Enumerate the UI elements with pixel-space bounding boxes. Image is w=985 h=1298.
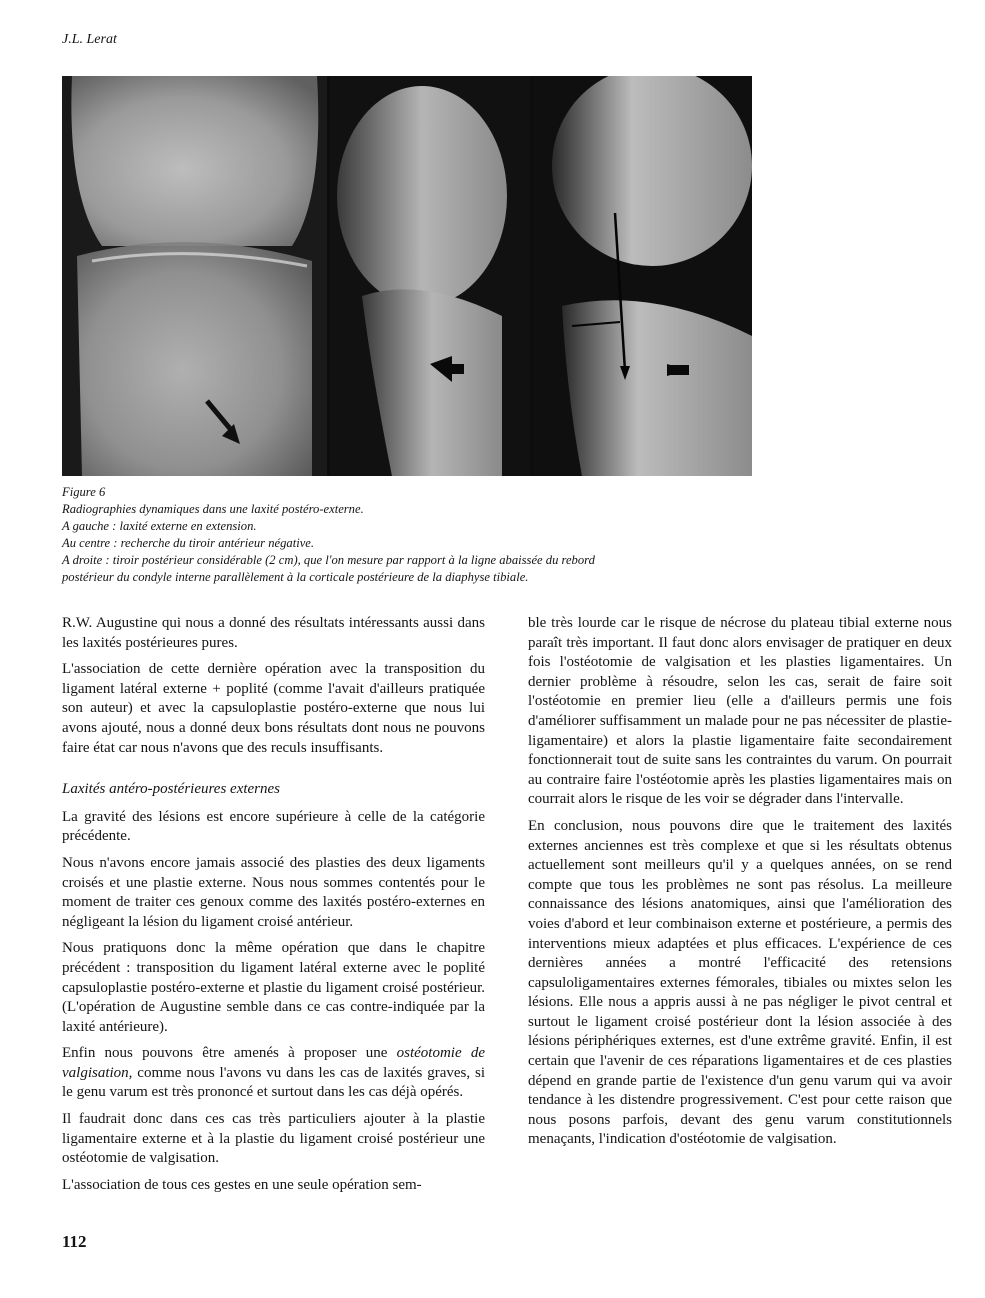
text-run: comme nous l'avons vu dans les cas de laxités graves, si le genu varum est très prononcé et surtout dans les cas déjà opérés. bbox=[62, 1064, 485, 1101]
section-heading: Laxités antéro-postérieures externes bbox=[62, 781, 281, 798]
paragraph: ble très lourde car le risque de nécrose du plateau tibial externe nous paraît très important. Il faut donc alors envisager de pratiquer en deux fois l'ostéotomie de valgisation et les plasties ligamentaires. Un dernier problème à résoudre, selon les cas, serait de faire soit l'ostéotomie en premier lieu (elle a d'ailleurs permis une fois d'améliorer suffisamment un malade pour ne pas nécessiter de plastie-ligamentaire) et alors la plastie ligamentaire faite secondairement fonctionnerait tout de suite sans les contraintes du varum. On pourrait au contraire faire l'ostéotomie après les plasties ligamentaires mais on courrait alors le risque de les voir se dégrader dans l'intervalle. bbox=[528, 615, 952, 808]
text-run: Enfin nous pouvons être amenés à proposer une bbox=[62, 1045, 397, 1062]
figure-caption bbox=[62, 484, 762, 586]
radiograph-center-panel bbox=[330, 76, 530, 476]
caption-center: Au centre : recherche du tiroir antérieur négative. bbox=[62, 536, 315, 550]
paragraph: En conclusion, nous pouvons dire que le traitement des laxités externes anciennes est très complexe et que si les résultats obtenus actuellement sont meilleurs qu'il y a quelques années, on se rend compte que tous les problèmes ne sont pas résolus. La meilleure connaissance des lésions anatomiques, ainsi que l'amélioration des voies d'abord et leur combinaison externe et postérieure, a permis des interventions mieux adaptées et plus efficaces. L'expérience de ces dernières années a montré l'efficacité des retensions capsuloligamentaires externes fémorales, tibiales ou mixtes selon les lésions. Elle nous a appris aussi à ne pas négliger le pivot central et surtout le ligament croisé postérieur dont la lésion associée à des lésions périphériques externes, est d'une extrême gravité. Enfin, il est certain que l'avenir de ces réparations ligamentaires et de ces plasties dépend en grande partie de l'existence d'un genu varum qui va avoir tendance à les distendre progressivement. C'est pour cette raison que nous posons parfois, devant des genu varum constitutionnels menaçants, l'indication d'ostéotomie de valgisation. bbox=[528, 817, 952, 1148]
paragraph: R.W. Augustine qui nous a donné des résultats intéressants aussi dans les laxités postérieures pures. bbox=[62, 615, 485, 651]
paragraph: Nous pratiquons donc la même opération que dans le chapitre précédent : transposition du ligament latéral externe avec le poplité capsuloplastie postéro-externe et plastie du ligament croisé postérieur. (L'opération de Augustine semble dans ce cas contre-indiquée par la laxité antérieure). bbox=[62, 940, 485, 1035]
paragraph bbox=[62, 1044, 485, 1103]
caption-left: A gauche : laxité externe en extension. bbox=[62, 519, 257, 533]
figure-title: Radiographies dynamiques dans une laxité postéro-externe. bbox=[62, 502, 364, 516]
figure-label: Figure 6 bbox=[62, 485, 106, 499]
paragraph: La gravité des lésions est encore supérieure à celle de la catégorie précédente. bbox=[62, 808, 485, 845]
paragraph: Nous n'avons encore jamais associé des plasties des deux ligaments croisés et une plastie externe. Nous nous sommes contentés pour le moment de traiter ces genoux comme des laxités postéro-externes en négligeant la lésion du ligament croisé antérieur. bbox=[62, 854, 485, 930]
radiograph-left-panel bbox=[62, 76, 327, 476]
radiograph-panels bbox=[62, 76, 752, 476]
radiograph-figure bbox=[62, 76, 752, 476]
caption-right-line2: postérieur du condyle interne parallèlement à la corticale postérieure de la diaphyse tibiale. bbox=[62, 570, 529, 584]
emphasis-text: ostéotomie de valgisation, bbox=[62, 1045, 485, 1081]
radiograph-right-panel bbox=[534, 76, 752, 476]
left-column bbox=[62, 614, 485, 1202]
paragraph: L'association de cette dernière opération avec la transposition du ligament latéral externe + poplité (comme l'avait d'ailleurs pratiquée son auteur) et avec la capsuloplastie postéro-externe que nous lui avons ajouté, nous a donné deux bons résultats dont nous ne pouvons faire état car nous n'avons que des reculs insuffisants. bbox=[62, 661, 485, 756]
page-number: 112 bbox=[62, 1232, 87, 1251]
paragraph: L'association de tous ces gestes en une seule opération sem- bbox=[62, 1176, 422, 1193]
right-column bbox=[528, 614, 952, 1157]
caption-right-line1: A droite : tiroir postérieur considérable (2 cm), que l'on mesure par rapport à la ligne abaissée du rebord bbox=[62, 553, 595, 567]
paragraph: Il faudrait donc dans ces cas très particuliers ajouter à la plastie ligamentaire externe et à la plastie du ligament croisé postérieur une ostéotomie de valgisation. bbox=[62, 1111, 485, 1167]
running-header-author: J.L. Lerat bbox=[62, 32, 117, 47]
